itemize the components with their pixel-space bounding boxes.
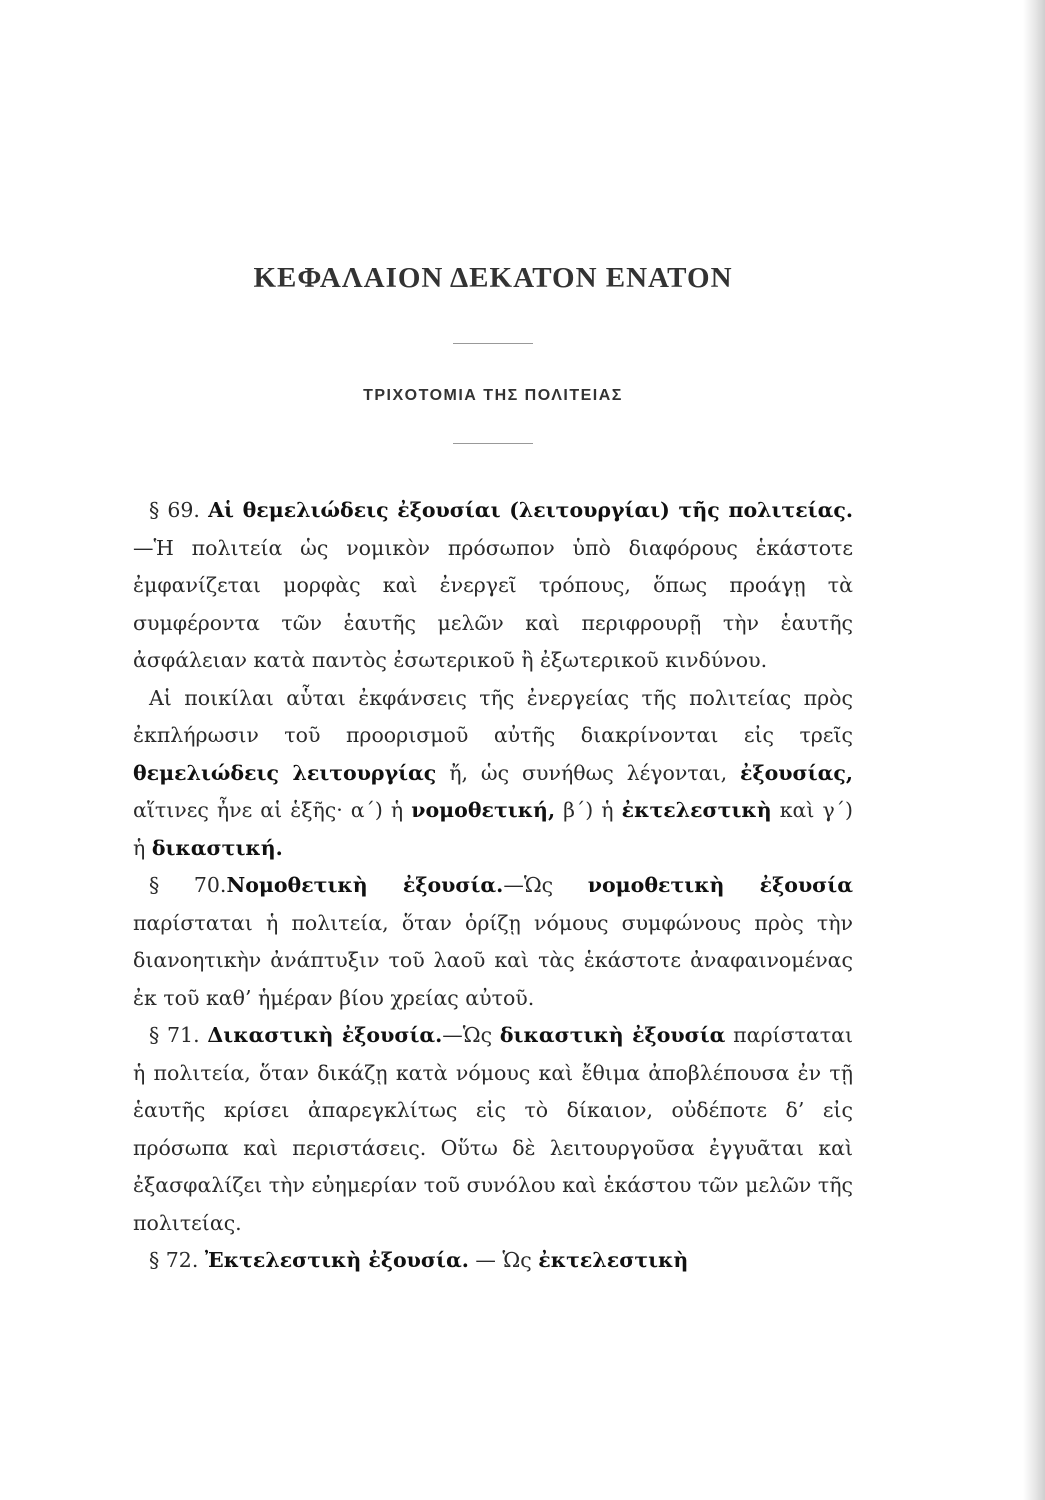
section-text: παρίσταται ἡ πολιτεία, ὅταν δικάζῃ κατὰ νόμους καὶ ἔθιμα ἀποβλέπουσα ἐν τῇ ἑαυτῆς κρίσει ἀπαρεγκλίτως εἰς τὸ δίκαιον, οὐδέποτε δ’ εἰς πρόσωπα καὶ περιστάσεις. Οὕτω δὲ λειτουργοῦσα ἐγγυᾶται καὶ ἐξασφαλίζει τὴν εὐημερίαν τοῦ συνόλου καὶ ἑκάστου τῶν μελῶν τῆς πολιτείας. bbox=[133, 1023, 853, 1235]
body-text bbox=[133, 492, 853, 1280]
section-text: παρίσταται ἡ πολιτεία, ὅταν ὁρίζῃ νόμους συμφώνους πρὸς τὴν διανοητικὴν ἀνάπτυξιν τοῦ λαοῦ καὶ τὰς ἑκάστοτε ἀναφαινομένας ἐκ τοῦ καθ’ ἡμέραν βίου χρείας αὐτοῦ. bbox=[133, 910, 853, 1010]
section-heading: Ἐκτελεστικὴ ἐξουσία. bbox=[204, 1248, 469, 1272]
subtitle-divider bbox=[453, 443, 533, 444]
section-heading: Δικαστικὴ ἐξουσία. bbox=[207, 1023, 443, 1047]
section-number: § 71. bbox=[149, 1023, 200, 1047]
section-72: § 72. Ἐκτελεστικὴ ἐξουσία. — Ὡς ἐκτελεστικὴ bbox=[149, 1248, 689, 1272]
section-number: § 72. bbox=[149, 1248, 199, 1272]
section-71: § 71. Δικαστικὴ ἐξουσία.—Ὡς δικαστικὴ ἐξουσία παρίσταται ἡ πολιτεία, ὅταν δικάζῃ κατὰ νόμους καὶ ἔθιμα ἀποβλέπουσα ἐν τῇ ἑαυτῆς κρίσει ἀπαρεγκλίτως εἰς τὸ δίκαιον, οὐδέποτε δ’ εἰς πρόσωπα καὶ περιστάσεις. Οὕτω δὲ λειτουργοῦσα ἐγγυᾶται καὶ ἐξασφαλίζει τὴν εὐημερίαν τοῦ συνόλου καὶ ἑκάστου τῶν μελῶν τῆς πολιτείας. bbox=[133, 1023, 853, 1235]
section-text: Ἡ πολιτεία ὡς νομικὸν πρόσωπον ὑπὸ διαφόρους ἑκάστοτε ἐμφανίζεται μορφὰς καὶ ἐνεργεῖ τρόπους, ὅπως προάγῃ τὰ συμφέροντα τῶν ἑαυτῆς μελῶν καὶ περιφρουρῇ τὴν ἑαυτῆς ἀσφάλειαν κατὰ παντὸς ἐσωτερικοῦ ἢ ἐξωτερικοῦ κινδύνου. bbox=[133, 535, 853, 672]
book-page bbox=[133, 262, 853, 1280]
title-divider bbox=[453, 343, 533, 344]
section-number: § 70. bbox=[149, 873, 227, 897]
section-number: § 69. bbox=[149, 498, 200, 522]
page-edge-shadow bbox=[1023, 0, 1045, 1500]
chapter-subtitle: ΤΡΙΧΟΤΟΜΙΑ ΤΗΣ ΠΟΛΙΤΕΙΑΣ bbox=[363, 387, 623, 404]
section-heading: Αἱ θεμελιώδεις ἐξουσίαι (λειτουργίαι) τῆς πολιτείας. bbox=[208, 498, 853, 522]
chapter-title: ΚΕΦΑΛΑΙΟΝ ΔΕΚΑΤΟΝ ΕΝΑΤΟΝ bbox=[253, 262, 733, 294]
section-heading: Νομοθετικὴ ἐξουσία. bbox=[226, 873, 504, 897]
section-70: § 70.Νομοθετικὴ ἐξουσία.—Ὡς νομοθετικὴ ἐξουσία παρίσταται ἡ πολιτεία, ὅταν ὁρίζῃ νόμους συμφώνους πρὸς τὴν διανοητικὴν ἀνάπτυξιν τοῦ λαοῦ καὶ τὰς ἑκάστοτε ἀναφαινομένας ἐκ τοῦ καθ’ ἡμέραν βίου χρείας αὐτοῦ. bbox=[133, 873, 853, 1010]
paragraph-three-powers: Αἱ ποικίλαι αὗται ἐκφάνσεις τῆς ἐνεργείας τῆς πολιτείας πρὸς ἐκπλήρωσιν τοῦ προορισμοῦ αὐτῆς διακρίνονται εἰς τρεῖς θεμελιώδεις λειτουργίας ἤ, ὡς συνήθως λέγονται, ἐξουσίας, αἵτινες ἦνε αἱ ἑξῆς· α΄) ἡ νομοθετική, β΄) ἡ ἐκτελεστικὴ καὶ γ΄) ἡ δικαστική. bbox=[133, 685, 853, 860]
section-69: § 69. Αἱ θεμελιώδεις ἐξουσίαι (λειτουργίαι) τῆς πολιτείας.—Ἡ πολιτεία ὡς νομικὸν πρόσωπον ὑπὸ διαφόρους ἑκάστοτε ἐμφανίζεται μορφὰς καὶ ἐνεργεῖ τρόπους, ὅπως προάγῃ τὰ συμφέροντα τῶν ἑαυτῆς μελῶν καὶ περιφρουρῇ τὴν ἑαυτῆς ἀσφάλειαν κατὰ παντὸς ἐσωτερικοῦ ἢ ἐξωτερικοῦ κινδύνου. bbox=[133, 498, 853, 672]
